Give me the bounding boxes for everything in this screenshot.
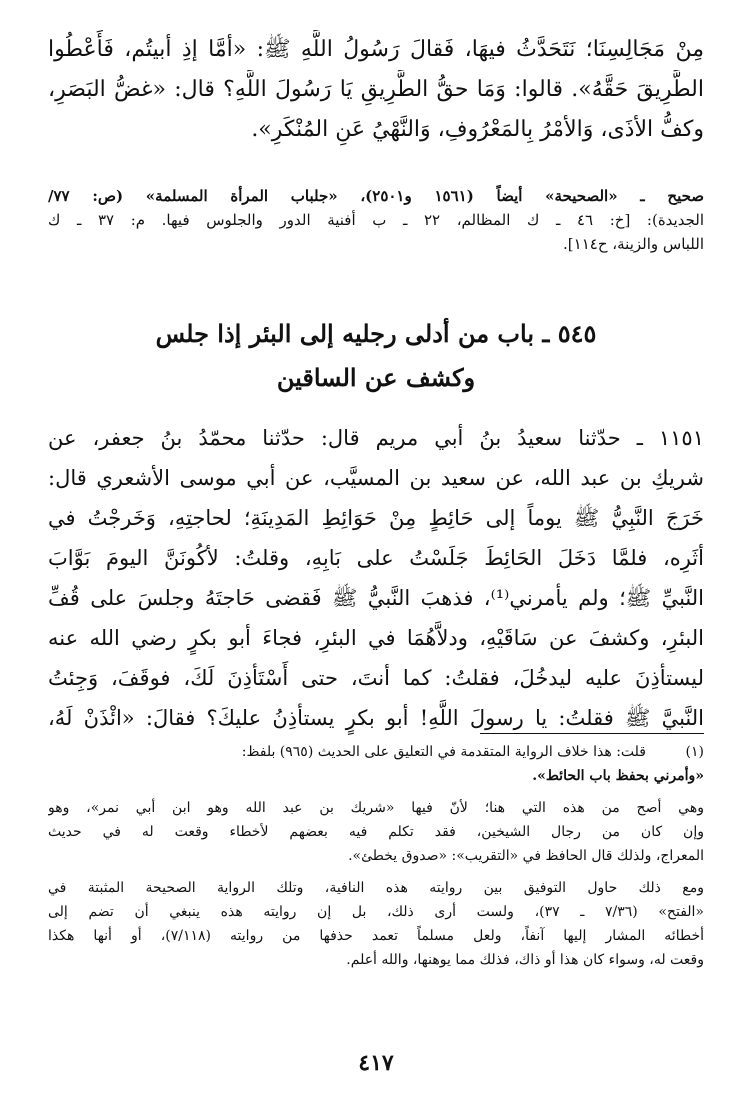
footnote-body [48, 740, 704, 972]
text-line: الطَّرِيقَ حَقَّهُ». قالوا: وَمَا حقُّ الطَّرِيقِ يَا رَسُولَ اللَّهِ؟ قال: «غضُّ البَصَرِ، [48, 77, 704, 102]
text-line: ليستأذِنَ عليه ليدخُلَ، فقلتُ: كما أنتَ، حتى أَسْتَأذِنَ لَكَ، فوقَفَ، وَجِئتُ [48, 666, 704, 690]
text-line: النَّبيِّ ﷺ؛ ولم يأمرني⁽¹⁾، فذهبَ النَّبيُّ ﷺ فَقضى حَاجتَهُ وجلسَ على قُفِّ [48, 586, 704, 610]
citation-line: الجديدة): [خ: ٤٦ ـ ك المظالم، ٢٢ ـ ب أفنية الدور والجلوس فيها. م: ٣٧ ـ ك [48, 211, 704, 229]
text-line: أثَرِه، فلمَّا دَخَلَ الحَائِطَ جَلَسْتُ على بَابِهِ، وقلتُ: لأكُونَنَّ اليومَ بَوَّابَ [48, 546, 704, 570]
footnote-line: وقعت له، وسواء كان هذا أو ذاك، فذلك مما يوهنها، والله أعلم. [346, 952, 704, 968]
chapter-heading-line-2: وكشف عن الساقين [276, 363, 476, 392]
text-line: وكفُّ الأذَى، وَالأمْرُ بِالمَعْرُوفِ، وَالنَّهْيُ عَنِ المُنْكَرِ». [251, 117, 704, 142]
text-line: ١١٥١ ـ حدّثنا سعيدُ بنُ أبي مريم قال: حدّثنا محمّدُ بنُ جعفر، عن [48, 426, 704, 450]
footnote-line: وإن كان من رجال الشيخين، فقد تكلم فيه بعضهم لأخطاء وقعت له في حديث [48, 824, 704, 840]
footnote-number: (١) [685, 744, 704, 760]
takhrij-citation [48, 184, 704, 256]
footnote-line: المعراج، ولذلك قال الحافظ في «التقريب»: «صدوق يخطئ». [348, 848, 704, 864]
text-line: البئرِ، وكشفَ عن سَاقَيْهِ، ودلاَّهُمَا في البئرِ، فجاءَ أبو بكرٍ رضي الله عنه [48, 626, 704, 650]
chapter-heading [48, 312, 704, 400]
footnote-separator [480, 733, 704, 734]
footnote-line: ومع ذلك حاول التوفيق بين روايته هذه النافية، وتلك الرواية الصحيحة المثبتة في [48, 880, 704, 896]
citation-line: صحيح ـ «الصحيحة» أيضاً (١٥٦١ و٢٥٠١)، «جلباب المرأة المسلمة» (ص: ٧٧/ [48, 187, 704, 205]
footnote-line: أخطائه المشار إليها آنفاً، ولعل مسلماً تعمد حذفها من روايته (٧/١١٨)، أو أنها هكذا [48, 928, 704, 944]
hadith-1151 [48, 418, 704, 738]
page-number: ٤١٧ [358, 1050, 394, 1076]
text-line: النَّبيَّ ﷺ فقلتُ: يا رسولَ اللَّهِ! أبو بكرٍ يستأذِنُ عليكَ؟ فقالَ: «ائْذَنْ لَهُ، [48, 706, 704, 730]
text-line: شريكِ بن عبد الله، عن سعيد بن المسيَّب، عن أبي موسى الأشعري قال: [48, 466, 704, 490]
footnote-line: وهي أصح من هذه التي هنا؛ لأنّ فيها «شريك بن عبد الله وهو ابن أبي نمر»، وهو [48, 800, 704, 816]
citation-line: اللباس والزينة، ح١١٤]. [563, 235, 704, 253]
chapter-heading-line-1: ٥٤٥ ـ باب من أدلى رجليه إلى البئر إذا جلس [155, 319, 597, 348]
footnote [48, 740, 704, 972]
footnote-line: «وأمرني بحفظ باب الحائط». [532, 768, 704, 784]
footnote-line: «الفتح» (٧/٣٦ ـ ٣٧)، ولست أرى ذلك، بل إن روايته هذه ينبغي أن تضم إلى [48, 904, 704, 920]
footnote-line: قلت: هذا خلاف الرواية المتقدمة في التعليق على الحديث (٩٦٥) بلفظ: [241, 744, 646, 760]
hadith-text-continuation [48, 30, 704, 150]
text-line: خَرَجَ النَّبِيُّ ﷺ يوماً إلى حَائِطٍ مِنْ حَوَائِطِ المَدِينَةِ؛ لحاجتِهِ، وَخَرجْتُ في [48, 506, 704, 530]
text-line: مِنْ مَجَالِسِنَا؛ نَتَحَدَّثُ فيهَا، فَقالَ رَسُولُ اللَّهِ ﷺ: «أمَّا إذِ أبيتُم، فَأَعْطُوا [48, 37, 704, 62]
